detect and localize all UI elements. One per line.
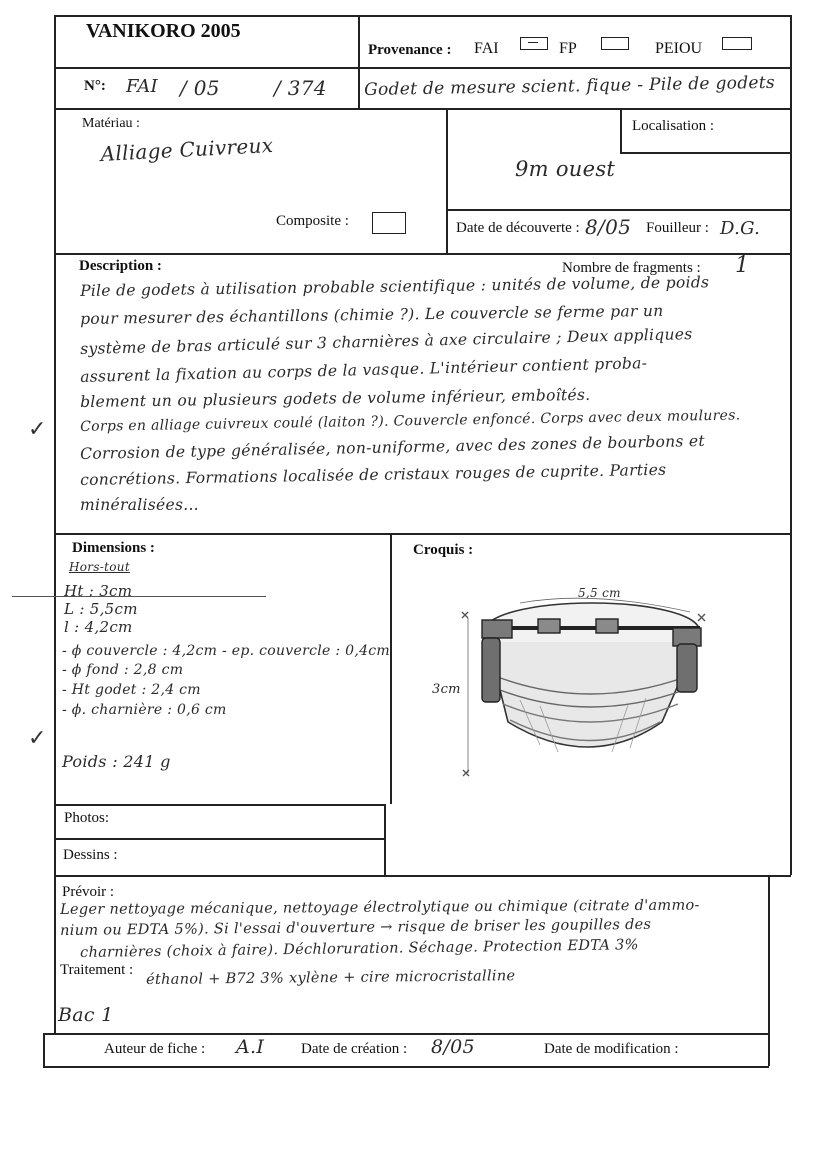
description-label: Description : — [79, 258, 162, 274]
prevoir-label: Prévoir : — [62, 884, 115, 900]
description-line: Pile de godets à utilisation probable scientifique : unités de volume, de poids — [80, 273, 710, 300]
margin-check-mark: ✓ — [28, 417, 47, 442]
description-line: système de bras articulé sur 3 charnières à axe circulaire ; Deux appliques — [80, 325, 693, 358]
rule-date — [446, 209, 791, 211]
frame-left — [54, 15, 56, 1033]
rule-footer-left — [43, 1033, 45, 1066]
description-line: blement un ou plusieurs godets de volume inférieur, emboîtés. — [80, 385, 591, 411]
description-line: Corps en alliage cuivreux coulé (laiton ?). Couvercle enfoncé. Corps avec deux moulures. — [80, 407, 741, 435]
composite-label: Composite : — [276, 213, 349, 229]
date-decouverte-value: 8/05 — [585, 215, 632, 239]
prov-option-peiou: PEIOU — [655, 40, 703, 57]
photos-label: Photos: — [64, 810, 110, 826]
dessins-label: Dessins : — [63, 847, 118, 863]
vrule-dimensions — [390, 533, 392, 804]
date-decouverte-label: Date de découverte : — [456, 220, 580, 236]
prov-checkbox-fp[interactable] — [601, 37, 629, 50]
rule-dessins-top — [54, 838, 385, 840]
dimensions-label: Dimensions : — [72, 540, 155, 556]
description-line: Corrosion de type généralisée, non-uniforme, avec des zones de bourbons et — [80, 431, 706, 463]
rule-header-1 — [54, 67, 791, 69]
creation-label: Date de création : — [301, 1041, 408, 1057]
rule-footer-bottom — [43, 1066, 769, 1068]
dimension-line: - ϕ fond : 2,8 cm — [62, 662, 184, 678]
prov-option-fai: FAI — [474, 40, 499, 57]
rule-footer-right — [768, 1033, 770, 1066]
object-name: Godet de mesure scient. fique - Pile de godets — [364, 72, 776, 100]
rule-prevoir-top — [54, 875, 791, 877]
prov-checkbox-peiou[interactable] — [722, 37, 752, 50]
fouilleur-label: Fouilleur : — [646, 220, 709, 236]
vrule-materiau — [446, 108, 448, 253]
no-value-site: FAI — [126, 76, 158, 97]
auteur-label: Auteur de fiche : — [104, 1041, 206, 1057]
materiau-label: Matériau : — [82, 116, 140, 131]
frame-right-lower — [768, 875, 770, 1033]
rule-dimensions-top — [54, 533, 791, 535]
dimension-line: - ϕ couvercle : 4,2cm - ep. couvercle : 0,4cm — [62, 643, 391, 659]
no-label: N°: — [84, 78, 106, 94]
dimension-line: L : 5,5cm — [64, 600, 138, 618]
modification-label: Date de modification : — [544, 1041, 679, 1057]
vrule-photos — [384, 804, 386, 875]
vrule-localisation — [620, 108, 622, 152]
sketch-dim-width: 5,5 cm — [578, 586, 621, 600]
rule-footer-top — [43, 1033, 769, 1035]
rule-header-2 — [54, 108, 791, 110]
croquis-label: Croquis : — [413, 542, 474, 558]
fouilleur-value: D.G. — [720, 218, 761, 239]
description-line: concrétions. Formations localisée de cristaux rouges de cuprite. Parties — [80, 460, 667, 489]
creation-value: 8/05 — [431, 1036, 475, 1058]
prov-checkbox-fai-mark — [528, 42, 538, 43]
frame-right — [790, 15, 792, 875]
prevoir-line: charnières (choix à faire). Déchloruration. Séchage. Protection EDTA 3% — [80, 937, 639, 961]
auteur-value: A.I — [236, 1036, 265, 1058]
rule-description-top — [54, 253, 791, 255]
localisation-value: 9m ouest — [515, 157, 616, 181]
sheet-title: VANIKORO 2005 — [86, 20, 241, 42]
sketch-dim-height: 3cm — [432, 682, 461, 697]
no-value-number: / 374 — [274, 76, 327, 100]
prevoir-line: éthanol + B72 3% xylène + cire microcristalline — [146, 968, 516, 988]
dimension-line: l : 4,2cm — [64, 618, 133, 636]
dimensions-subheading: Hors-tout — [69, 560, 130, 574]
prevoir-line: nium ou EDTA 5%). Si l'essai d'ouverture → risque de briser les goupilles des — [60, 916, 652, 939]
vrule-header — [358, 15, 360, 109]
description-line: minéralisées... — [80, 496, 199, 514]
composite-checkbox[interactable] — [372, 212, 406, 234]
prov-option-fp: FP — [559, 40, 577, 57]
rule-photos-top — [54, 804, 386, 806]
traitement-label: Traitement : — [60, 962, 134, 978]
localisation-label: Localisation : — [632, 118, 715, 134]
no-value-year: / 05 — [180, 76, 220, 100]
treatment-bac: Bac 1 — [58, 1004, 114, 1026]
fragments-value: 1 — [735, 253, 750, 278]
description-line: pour mesurer des échantillons (chimie ?). Le couvercle se ferme par un — [80, 301, 664, 328]
prov-checkbox-fai[interactable] — [520, 37, 548, 50]
weight-line: Poids : 241 g — [62, 752, 171, 771]
dimension-line: - ϕ. charnière : 0,6 cm — [62, 702, 227, 718]
dimension-line: Ht : 3cm — [64, 582, 133, 600]
margin-check-mark: ✓ — [28, 726, 47, 751]
dimensions-divider — [12, 596, 266, 597]
frame-top — [54, 15, 791, 17]
fragments-label: Nombre de fragments : — [562, 260, 701, 276]
provenance-label: Provenance : — [368, 42, 452, 58]
materiau-value: Alliage Cuivreux — [100, 132, 274, 166]
description-line: assurent la fixation au corps de la vasque. L'intérieur contient proba- — [80, 354, 648, 386]
prevoir-line: Leger nettoyage mécanique, nettoyage électrolytique ou chimique (citrate d'ammo- — [60, 897, 700, 918]
dimension-line: - Ht godet : 2,4 cm — [62, 682, 201, 698]
rule-localisation-box — [620, 152, 790, 154]
